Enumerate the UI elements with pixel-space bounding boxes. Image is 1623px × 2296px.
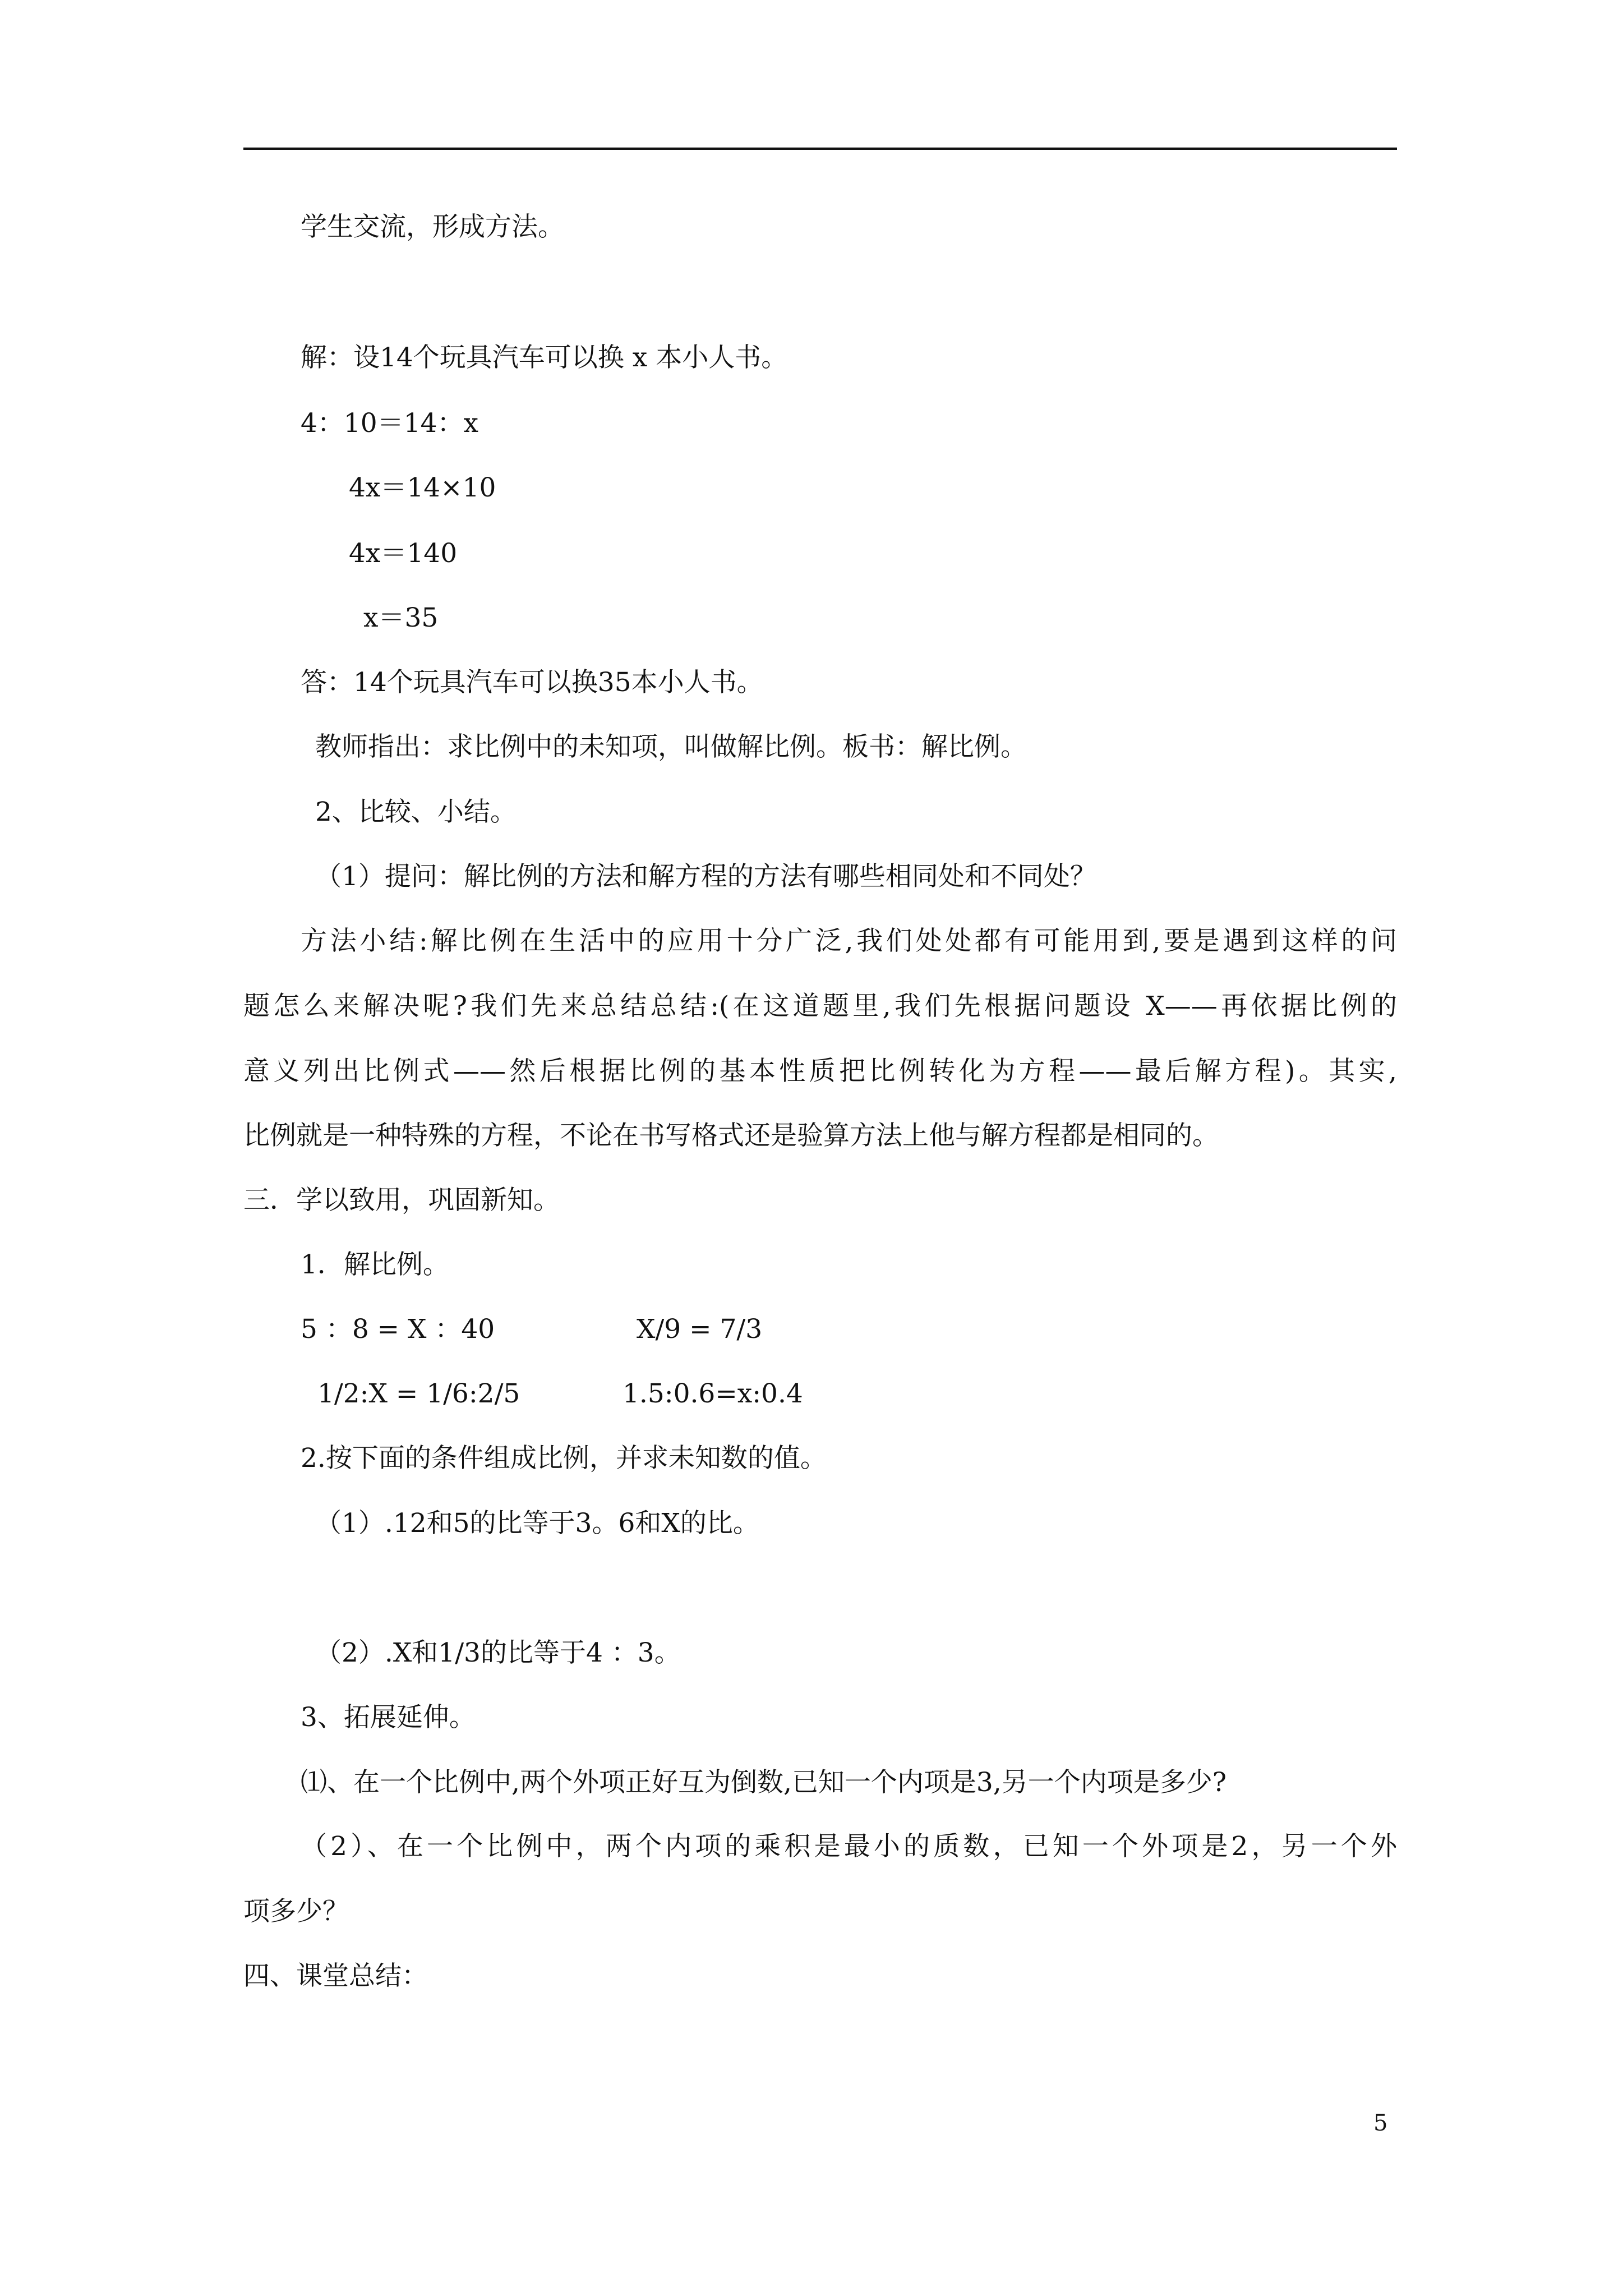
text-line: 教师指出：求比例中的未知项，叫做解比例。板书：解比例。 xyxy=(315,731,1027,762)
exercise-item: X/9 = 7/3 xyxy=(637,1314,763,1345)
answer-line: 答：14个玩具汽车可以换35本小人书。 xyxy=(301,667,763,698)
paragraph-line: 方法小结:解比例在生活中的应用十分广泛,我们处处都有可能用到,要是遇到这样的问 xyxy=(301,926,1397,956)
paragraph-line: 题怎么来解决呢?我们先来总结总结:(在这道题里,我们先根据问题设 X——再依据比例的 xyxy=(243,991,1397,1022)
question-line: （1）提问：解比例的方法和解方程的方法有哪些相同处和不同处？ xyxy=(315,861,1096,892)
exercise-item: 1/2:X = 1/6:2/5 xyxy=(317,1378,520,1409)
section-heading: 3、拓展延伸。 xyxy=(301,1702,476,1733)
text-line: 学生交流，形成方法。 xyxy=(301,211,564,242)
section-heading: 2、比较、小结。 xyxy=(315,797,517,827)
section-heading: 四、课堂总结： xyxy=(243,1961,428,1991)
paragraph-line: 比例就是一种特殊的方程，不论在书写格式还是验算方法上他与解方程都是相同的。 xyxy=(243,1120,1219,1151)
exercise-item: 1.5:0.6=x:0.4 xyxy=(623,1378,803,1409)
exercise-item: 项多少？ xyxy=(243,1896,349,1927)
equation-line: 4x＝14×10 xyxy=(349,472,496,503)
exercise-item: ⑴、在一个比例中,两个外项正好互为倒数,已知一个内项是3,另一个内项是多少? xyxy=(301,1767,1227,1798)
header-rule xyxy=(243,148,1397,150)
equation-line: 4：10＝14：x xyxy=(301,408,479,439)
exercise-item: （1）.12和5的比等于3。6和X的比。 xyxy=(315,1508,759,1539)
exercise-heading: 1．解比例。 xyxy=(301,1249,449,1280)
page-number: 5 xyxy=(1373,2110,1388,2136)
text-line: 解：设14个玩具汽车可以换 x 本小人书。 xyxy=(301,342,788,373)
equation-line: 4x＝140 xyxy=(349,538,458,569)
paragraph-line: 意义列出比例式——然后根据比例的基本性质把比例转化为方程——最后解方程)。其实, xyxy=(243,1056,1397,1087)
exercise-item: （2）、在一个比例中，两个内项的乘积是最小的质数，已知一个外项是2，另一个外 xyxy=(301,1831,1397,1862)
section-heading: 三．学以致用，巩固新知。 xyxy=(243,1185,560,1216)
exercise-item: （2）.X和1/3的比等于4 ：3。 xyxy=(315,1637,681,1668)
exercise-heading: 2.按下面的条件组成比例，并求未知数的值。 xyxy=(301,1443,827,1474)
exercise-item: 5 ：8 = X ：40 xyxy=(301,1314,495,1345)
equation-line: x＝35 xyxy=(363,602,439,633)
